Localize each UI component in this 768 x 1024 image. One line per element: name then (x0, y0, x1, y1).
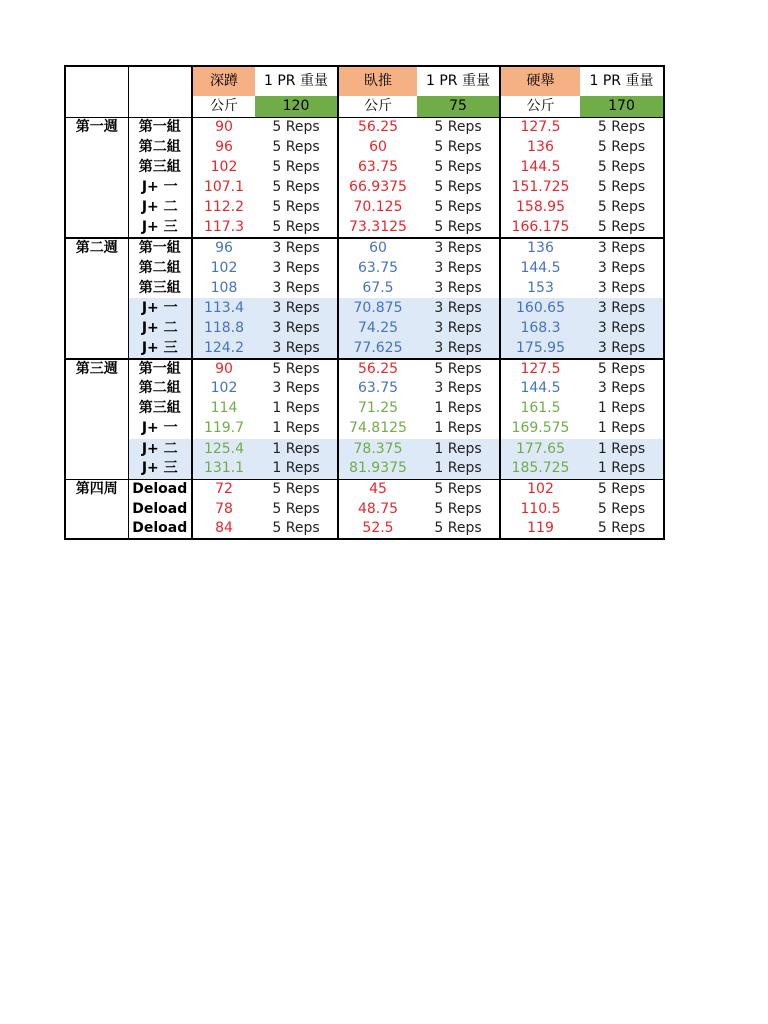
set-label: J+ 一 (128, 298, 192, 318)
reps-cell: 5 Reps (255, 118, 338, 138)
reps-cell: 3 Reps (272, 380, 320, 397)
week-label: 第四周 (65, 479, 128, 539)
weight-cell: 127.5 (500, 359, 580, 379)
table-row (65, 298, 664, 318)
table-row (65, 138, 664, 158)
reps-cell: 5 Reps (255, 479, 338, 499)
reps-cell: 5 Reps (417, 479, 500, 499)
weight-cell: 131.1 (192, 459, 255, 479)
reps-cell: 5 Reps (580, 178, 664, 198)
set-label: 第一組 (128, 359, 192, 379)
weight-cell: 70.125 (338, 198, 417, 218)
reps-cell: 5 Reps (580, 138, 664, 158)
reps-cell: 1 Reps (272, 420, 320, 437)
lift-name-squat: 深蹲 (192, 66, 255, 96)
weight-cell: 78.375 (338, 439, 417, 459)
weight-cell: 151.725 (500, 178, 580, 198)
weight-cell: 96 (192, 138, 255, 158)
weight-cell: 118.8 (192, 318, 255, 338)
reps-cell: 3 Reps (417, 298, 500, 318)
weight-cell: 124.2 (192, 339, 255, 359)
table-row (65, 439, 664, 459)
set-label: 第三組 (128, 158, 192, 178)
pr-label-squat: 1 PR 重量 (255, 66, 338, 96)
reps-cell: 3 Reps (417, 318, 500, 338)
reps-cell: 1 Reps (580, 399, 664, 419)
reps-cell: 5 Reps (434, 500, 482, 517)
weight-cell: 108 (192, 278, 255, 298)
reps-cell: 5 Reps (272, 500, 320, 517)
weight-cell: 90 (192, 118, 255, 138)
reps-cell: 3 Reps (255, 238, 338, 258)
reps-cell: 5 Reps (580, 499, 664, 519)
pr-value-squat: 120 (255, 96, 338, 118)
weight-cell: 161.5 (500, 399, 580, 419)
weight-cell: 48.75 (338, 499, 417, 519)
set-label: J+ 一 (128, 178, 192, 198)
set-label: 第一組 (128, 118, 192, 138)
unit-squat: 公斤 (192, 96, 255, 118)
weight-cell: 70.875 (338, 298, 417, 318)
weight-cell: 90 (192, 359, 255, 379)
reps-cell: 1 Reps (434, 420, 482, 437)
set-label: 第三組 (128, 278, 192, 298)
table-row (65, 258, 664, 278)
table-row (65, 178, 664, 198)
reps-cell: 5 Reps (434, 219, 482, 236)
reps-cell: 5 Reps (272, 199, 320, 216)
reps-cell: 5 Reps (417, 519, 500, 539)
reps-cell: 5 Reps (417, 359, 500, 379)
weight-cell: 74.8125 (338, 419, 417, 439)
weight-cell: 63.75 (338, 258, 417, 278)
set-label: Deload (128, 499, 192, 519)
weight-cell: 45 (338, 479, 417, 499)
weight-cell: 119 (500, 519, 580, 539)
reps-cell: 3 Reps (417, 339, 500, 359)
weight-cell: 144.5 (500, 258, 580, 278)
weight-cell: 56.25 (338, 359, 417, 379)
table-row (65, 238, 664, 258)
table-row (65, 118, 664, 138)
weight-cell: 77.625 (338, 339, 417, 359)
weight-cell: 81.9375 (338, 459, 417, 479)
weight-cell: 60 (338, 138, 417, 158)
reps-cell: 5 Reps (580, 479, 664, 499)
pr-value-bench: 75 (417, 96, 500, 118)
weight-cell: 67.5 (338, 278, 417, 298)
week-label: 第二週 (65, 238, 128, 359)
weight-cell: 102 (192, 158, 255, 178)
set-label: 第二組 (128, 379, 192, 399)
set-label: J+ 三 (128, 218, 192, 238)
table-row (65, 479, 664, 499)
corner-cell (65, 66, 128, 118)
reps-cell: 3 Reps (255, 318, 338, 338)
weight-cell: 168.3 (500, 318, 580, 338)
reps-cell: 5 Reps (272, 139, 320, 156)
set-label: J+ 三 (128, 339, 192, 359)
reps-cell: 1 Reps (417, 459, 500, 479)
reps-cell: 3 Reps (434, 380, 482, 397)
reps-cell: 1 Reps (434, 400, 482, 417)
reps-cell: 5 Reps (272, 179, 320, 196)
weight-cell: 158.95 (500, 198, 580, 218)
reps-cell: 5 Reps (434, 179, 482, 196)
weight-cell: 153 (500, 278, 580, 298)
set-label: J+ 二 (128, 439, 192, 459)
set-label: J+ 一 (128, 419, 192, 439)
table-row (65, 419, 664, 439)
weight-cell: 127.5 (500, 118, 580, 138)
weight-cell: 136 (500, 138, 580, 158)
reps-cell: 5 Reps (434, 159, 482, 176)
set-label: J+ 三 (128, 459, 192, 479)
weight-cell: 144.5 (500, 379, 580, 399)
set-label: J+ 二 (128, 198, 192, 218)
table-row (65, 359, 664, 379)
weight-cell: 175.95 (500, 339, 580, 359)
reps-cell: 1 Reps (255, 439, 338, 459)
set-label: Deload (128, 479, 192, 499)
reps-cell: 5 Reps (580, 118, 664, 138)
reps-cell: 3 Reps (272, 279, 320, 296)
weight-cell: 102 (192, 258, 255, 278)
reps-cell: 5 Reps (272, 159, 320, 176)
weight-cell: 52.5 (338, 519, 417, 539)
training-sheet-table (64, 65, 665, 540)
weight-cell: 166.175 (500, 218, 580, 238)
table-row (65, 158, 664, 178)
weight-cell: 107.1 (192, 178, 255, 198)
weight-cell: 72 (192, 479, 255, 499)
weight-cell: 96 (192, 238, 255, 258)
reps-cell: 1 Reps (417, 439, 500, 459)
week-label: 第一週 (65, 118, 128, 239)
weight-cell: 177.65 (500, 439, 580, 459)
reps-cell: 3 Reps (580, 238, 664, 258)
lift-name-deadlift: 硬舉 (500, 66, 580, 96)
set-label: Deload (128, 519, 192, 539)
weight-cell: 60 (338, 238, 417, 258)
unit-deadlift: 公斤 (500, 96, 580, 118)
reps-cell: 3 Reps (580, 258, 664, 278)
weight-cell: 119.7 (192, 419, 255, 439)
table-row (65, 218, 664, 238)
reps-cell: 5 Reps (580, 158, 664, 178)
table-row (65, 278, 664, 298)
reps-cell: 3 Reps (417, 238, 500, 258)
reps-cell: 5 Reps (580, 218, 664, 238)
reps-cell: 5 Reps (434, 199, 482, 216)
weight-cell: 112.2 (192, 198, 255, 218)
weight-cell: 84 (192, 519, 255, 539)
reps-cell: 1 Reps (580, 439, 664, 459)
reps-cell: 1 Reps (580, 459, 664, 479)
table-row (65, 399, 664, 419)
table-row (65, 499, 664, 519)
reps-cell: 5 Reps (417, 118, 500, 138)
weight-cell: 102 (500, 479, 580, 499)
unit-bench: 公斤 (338, 96, 417, 118)
reps-cell: 3 Reps (434, 279, 482, 296)
weight-cell: 113.4 (192, 298, 255, 318)
pr-label-bench: 1 PR 重量 (417, 66, 500, 96)
reps-cell: 1 Reps (580, 419, 664, 439)
reps-cell: 3 Reps (255, 339, 338, 359)
weight-cell: 71.25 (338, 399, 417, 419)
table-row (65, 339, 664, 359)
week-label: 第三週 (65, 359, 128, 480)
reps-cell: 5 Reps (255, 519, 338, 539)
weight-cell: 74.25 (338, 318, 417, 338)
reps-cell: 5 Reps (580, 519, 664, 539)
reps-cell: 5 Reps (434, 139, 482, 156)
weight-cell: 125.4 (192, 439, 255, 459)
weight-cell: 63.75 (338, 379, 417, 399)
reps-cell: 5 Reps (580, 198, 664, 218)
set-label: 第一組 (128, 238, 192, 258)
table-row (65, 318, 664, 338)
reps-cell: 5 Reps (255, 359, 338, 379)
reps-cell: 3 Reps (580, 278, 664, 298)
reps-cell: 1 Reps (255, 459, 338, 479)
weight-cell: 78 (192, 499, 255, 519)
weight-cell: 114 (192, 399, 255, 419)
weight-cell: 117.3 (192, 218, 255, 238)
reps-cell: 3 Reps (580, 379, 664, 399)
set-label: 第二組 (128, 258, 192, 278)
reps-cell: 3 Reps (580, 318, 664, 338)
weight-cell: 136 (500, 238, 580, 258)
weight-cell: 185.725 (500, 459, 580, 479)
weight-cell: 56.25 (338, 118, 417, 138)
weight-cell: 63.75 (338, 158, 417, 178)
weight-cell: 110.5 (500, 499, 580, 519)
table-row (65, 198, 664, 218)
weight-cell: 169.575 (500, 419, 580, 439)
table-row (65, 459, 664, 479)
weight-cell: 66.9375 (338, 178, 417, 198)
reps-cell: 3 Reps (580, 339, 664, 359)
pr-label-deadlift: 1 PR 重量 (580, 66, 664, 96)
reps-cell: 5 Reps (272, 219, 320, 236)
reps-cell: 3 Reps (272, 259, 320, 276)
weight-cell: 73.3125 (338, 218, 417, 238)
set-label: 第二組 (128, 138, 192, 158)
reps-cell: 1 Reps (272, 400, 320, 417)
set-label: J+ 二 (128, 318, 192, 338)
header-row-lifts (65, 66, 664, 96)
reps-cell: 5 Reps (580, 359, 664, 379)
weight-cell: 102 (192, 379, 255, 399)
pr-value-deadlift: 170 (580, 96, 664, 118)
table-row (65, 519, 664, 539)
table-row (65, 379, 664, 399)
weight-cell: 160.65 (500, 298, 580, 318)
reps-cell: 3 Reps (255, 298, 338, 318)
set-label: 第三組 (128, 399, 192, 419)
reps-cell: 3 Reps (580, 298, 664, 318)
reps-cell: 3 Reps (434, 259, 482, 276)
weight-cell: 144.5 (500, 158, 580, 178)
lift-name-bench: 臥推 (338, 66, 417, 96)
corner-cell (128, 66, 192, 118)
